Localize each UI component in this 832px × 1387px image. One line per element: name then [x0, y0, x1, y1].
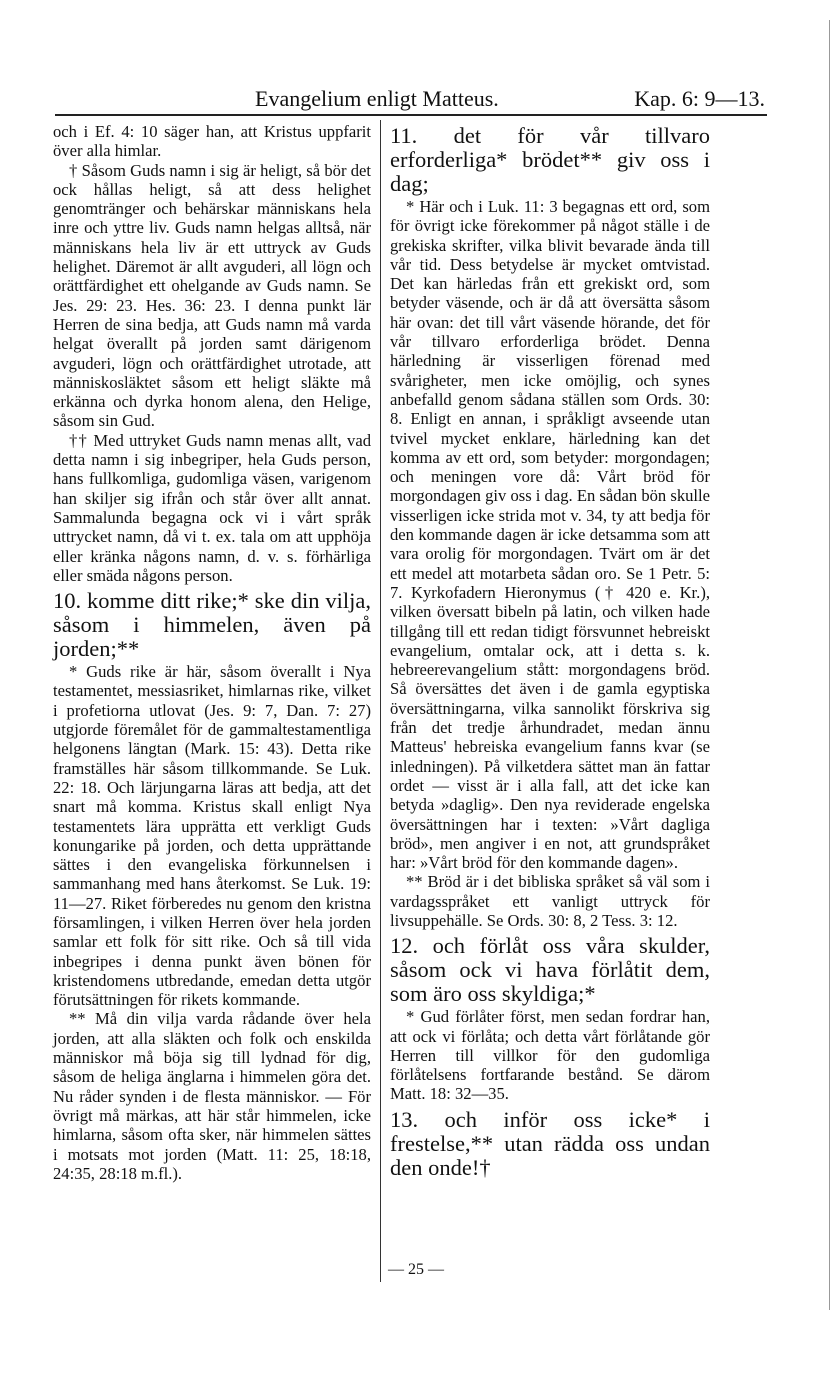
- running-title: Evangelium enligt Matteus.: [255, 86, 499, 111]
- footnote-paragraph: ** Må din vilja varda rådande över hela jorden, att alla släkten och folk och enskilda människor må böja sig till lydnad för dig, såsom de heliga änglarna i himmelen göra det. Nu råder synden i de flesta människor. — För övrigt må märkas, att här står himmelen, icke himlarna, såsom ofta sker, när himmelen sättes i motsats mot jorden (Matt. 11: 25, 18:18, 24:35, 28:18 m.fl.).: [53, 1009, 371, 1183]
- verse-13: 13. och inför oss icke* i frestelse,** utan rädda oss undan den onde!†: [390, 1106, 710, 1180]
- footnote-paragraph: * Gud förlåter först, men sedan fordrar han, att ock vi förlåta; och detta vårt förlåtande gör Herren till villkor för den gudomliga förlåtelsens fortfarande bestånd. Se därom Matt. 18: 32—35.: [390, 1007, 710, 1104]
- verse-10: 10. komme ditt rike;* ske din vilja, såsom i himmelen, även på jorden;**: [53, 588, 371, 662]
- left-column: [53, 122, 371, 1183]
- footnote-paragraph: ** Bröd är i det bibliska språket så väl som i vardagsspråket ett vanligt uttryck för livsuppehälle. Se Ords. 30: 8, 2 Tess. 3: 12.: [390, 872, 710, 930]
- commentary-paragraph: †† Med uttryket Guds namn menas allt, vad detta namn i sig inbegriper, hela Guds person, hans fullkomliga, gudomliga väsen, varigenom han skiljer sig ifrån och står över allt annat. Sammalunda begagna ock vi i vårt språk uttrycket namn, då vi t. ex. tala om att upphöja eller kränka någons namn, d. v. s. förhärliga eller smäda någons person.: [53, 430, 371, 585]
- page-number: — 25 —: [388, 1261, 444, 1278]
- verse-12: 12. och förlåt oss våra skulder, såsom ock vi hava förlåtit dem, som äro oss skyldiga;*: [390, 933, 710, 1007]
- right-column: [390, 122, 710, 1181]
- footnote-paragraph: * Guds rike är här, såsom överallt i Nya testamentet, messiasriket, himlarnas rike, vilket i profetiorna utlovat (Jes. 9: 7, Dan. 7: 27) utgjorde föremålet för de gammaltestamentliga helgonens längtan (Mark. 15: 43). Detta rike framställes här såsom tillkommande. Se Luk. 22: 18. Och lärjungarna läras att bedja, att det snart må komma. Kristus skall enligt Nya testamentets lära upprätta ett verkligt Guds konungarike på jorden, och detta upprättande sättes i den evangeliska förkunnelsen i sammanhang med hans återkomst. Se Luk. 19: 11—27. Riket förberedes nu genom den kristna församlingen, i vilken Herren över hela jorden samlar ett folk för sitt rike. Och så till vida inbegripes i denna punkt även bönen för kristendomens utbredande, emedan detta utgör förutsättningen för rikets kommande.: [53, 662, 371, 1010]
- verse-11: 11. det för vår tillvaro erforderliga* brödet** giv oss i dag;: [390, 123, 710, 196]
- column-divider: [380, 120, 381, 1282]
- commentary-paragraph: och i Ef. 4: 10 säger han, att Kristus uppfarit över alla himlar.: [53, 122, 371, 161]
- chapter-reference: Kap. 6: 9—13.: [634, 86, 765, 111]
- page-edge-line: [829, 20, 830, 1310]
- header-rule: [55, 114, 767, 116]
- commentary-paragraph: † Såsom Guds namn i sig är heligt, så bör det ock hållas heligt, så att dess helighet genomtränger och behärskar människans hela inre och yttre liv. Guds namn helgas alltså, när människans hela liv är ett uttryck av Guds helighet. Däremot är allt avguderi, all lögn och orättfärdighet ett ohelgande av Guds namn. Se Jes. 29: 23. Hes. 36: 23. I denna punkt lär Herren de sina bedja, att Guds namn må varda helgat överallt på jorden samt därigenom avguderi, lögn och orättfärdighet utrotade, att människosläktet såsom ett heligt släkte må erkänna och dyrka honom alena, den Helige, såsom sin Gud.: [53, 160, 371, 431]
- footnote-paragraph: * Här och i Luk. 11: 3 begagnas ett ord, som för övrigt icke förekommer på något ställe i de grekiska skrifter, vilka blivit bevarade ända till vår tid. Dess betydelse är mycket omtvistad. Det kan härledas från ett grekiskt ord, som betyder väsende, och är då att översätta såsom här ovan: det till vårt väsende hörande, det för vår tillvaro erforderliga brödet. Denna härledning är visserligen förenad med svårigheter, men icke omöjlig, och synes anbefalld genom sådana ställen som Ords. 30: 8. Enligt en annan, i språkligt avseende utan tvivel mycket enklare, härledning kan det komma av ett ord, som betyder: morgondagen; och meningen vore då: Vårt bröd för morgondagen giv oss i dag. En sådan bön skulle visserligen icke strida mot v. 34, ty att bedja för den kommande dagen är icke detsamma som att vara orolig för morgondagen. Tvärt om är det ett medel att motarbeta sådan oro. Se 1 Petr. 5: 7. Kyrkofadern Hieronymus († 420 e. Kr.), vilken översatt bibeln på latin, och vilken hade tillgång till ett redan tidigt försvunnet hebreiskt evangelium, omtalar ock, att i detta s. k. hebreerevangelium stått: morgondagens bröd. Så översättes det även i de gamla egyptiska översättningarna, vilka sannolikt förskriva sig från det tredje århundradet, medan ännu Matteus' hebreiska evangelium fanns kvar (se inledningen). På vilketdera sättet man än fattar ordet — visst är i alla fall, att det icke kan betyda »daglig». Den nya reviderade engelska översättningen har i texten: »Vårt dagliga bröd», men angiver i en not, att grundspråket har: »Vårt bröd för den kommande dagen».: [390, 197, 711, 873]
- running-header: [55, 84, 765, 116]
